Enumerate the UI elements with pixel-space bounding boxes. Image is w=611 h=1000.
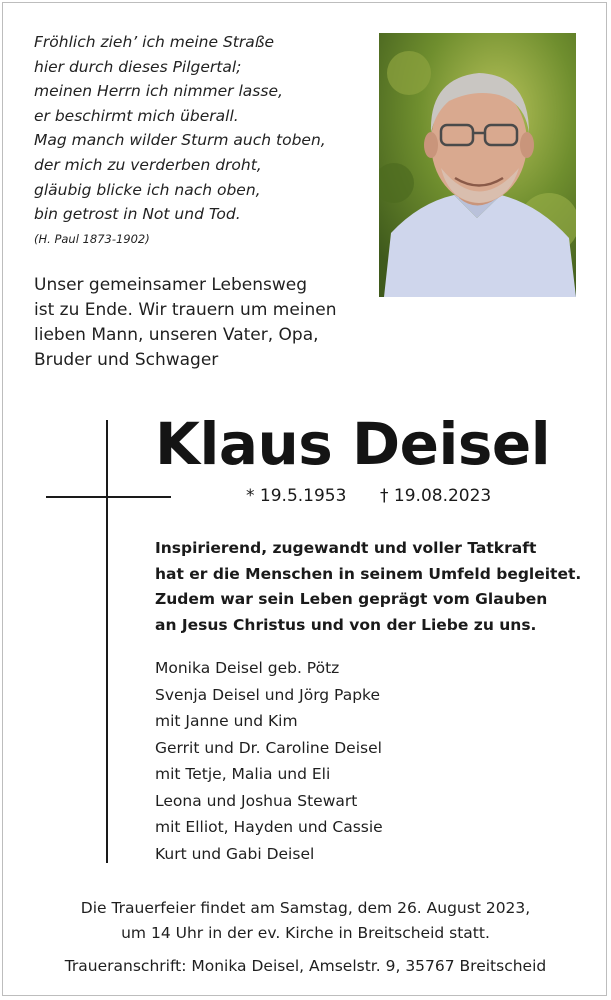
intro-line: Bruder und Schwager: [34, 350, 219, 370]
mourner-line: Monika Deisel geb. Pötz: [155, 659, 340, 677]
poem-line: bin getrost in Not und Tod.: [34, 205, 241, 224]
tribute-line: Inspirierend, zugewandt und voller Tatkraft: [155, 539, 537, 557]
funeral-details: [0, 896, 611, 979]
mourning-address: Traueranschrift: Monika Deisel, Amselstr. 9, 35767 Breitscheid: [64, 957, 547, 975]
portrait-photo: [379, 33, 576, 297]
mourner-line: Gerrit und Dr. Caroline Deisel: [155, 738, 382, 757]
service-info-line: um 14 Uhr in der ev. Kirche in Breitscheid statt.: [121, 924, 490, 942]
service-info-line: Die Trauerfeier findet am Samstag, dem 26. August 2023,: [80, 899, 531, 917]
poem-line: er beschirmt mich überall.: [34, 106, 239, 125]
tribute-line: an Jesus Christus und von der Liebe zu uns.: [155, 615, 537, 634]
birth-date: * 19.5.1953: [246, 486, 347, 506]
poem-line: hier durch dieses Pilgertal;: [34, 57, 242, 76]
poem-source: (H. Paul 1873-1902): [34, 231, 150, 246]
poem-line: der mich zu verderben droht,: [34, 155, 262, 174]
death-date: † 19.08.2023: [380, 486, 492, 506]
mourner-line: mit Elliot, Hayden und Cassie: [155, 818, 383, 836]
cross-icon-vertical: [106, 420, 108, 863]
portrait-photo-icon: [379, 33, 576, 297]
poem-line: meinen Herrn ich nimmer lasse,: [34, 82, 283, 101]
mourner-line: mit Janne und Kim: [155, 712, 298, 730]
mourner-line: Kurt und Gabi Deisel: [155, 844, 315, 863]
tribute-text: [155, 536, 582, 638]
tribute-line: hat er die Menschen in seinem Umfeld begleitet.: [155, 564, 582, 583]
cross-icon-horizontal: [46, 496, 171, 498]
mourners-list: [155, 655, 575, 867]
poem-line: Fröhlich zieh’ ich meine Straße: [34, 33, 275, 51]
mourner-line: mit Tetje, Malia und Eli: [155, 765, 331, 783]
poem: [34, 30, 364, 249]
intro-line: lieben Mann, unseren Vater, Opa,: [34, 325, 319, 345]
poem-line: Mag manch wilder Sturm auch toben,: [34, 131, 326, 150]
mourner-line: Svenja Deisel und Jörg Papke: [155, 685, 381, 704]
mourner-line: Leona und Joshua Stewart: [155, 791, 358, 810]
deceased-name: Klaus Deisel: [155, 410, 551, 478]
intro-line: ist zu Ende. Wir trauern um meinen: [34, 300, 337, 320]
intro-text: [34, 273, 374, 373]
tribute-line: Zudem war sein Leben geprägt vom Glauben: [155, 590, 548, 608]
intro-line: Unser gemeinsamer Lebensweg: [34, 275, 308, 295]
poem-line: gläubig blicke ich nach oben,: [34, 180, 261, 199]
